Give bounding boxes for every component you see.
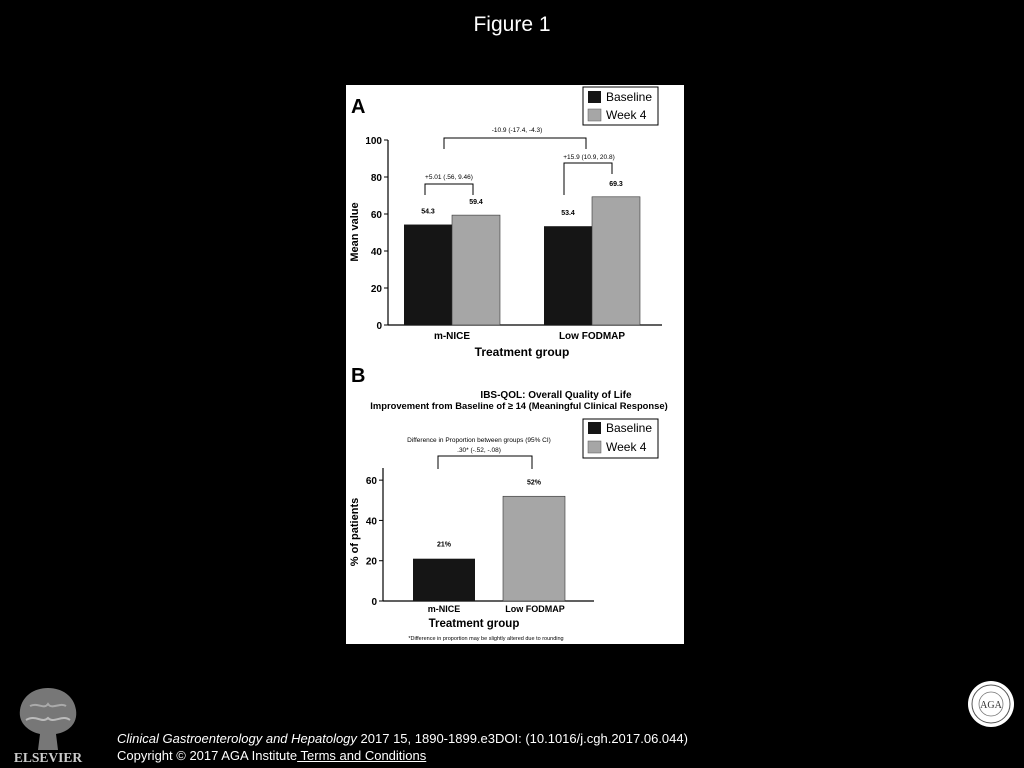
publisher-logo-text: ELSEVIER bbox=[13, 750, 83, 764]
legend-a-week4-label: Week 4 bbox=[606, 108, 647, 122]
legend-b-week4-swatch bbox=[588, 441, 601, 453]
copyright-text: Copyright © 2017 AGA Institute bbox=[117, 748, 298, 763]
legend-b-baseline-swatch bbox=[588, 422, 601, 434]
y-axis-b-tick-label: 20 bbox=[365, 556, 377, 568]
category-label-lowfodmap-a: Low FODMAP bbox=[558, 331, 626, 342]
y-axis-b-tick-label: 40 bbox=[365, 516, 377, 528]
bars-b bbox=[413, 479, 565, 601]
chart-title-b: IBS-QOL: Overall Quality of Life bbox=[480, 390, 632, 401]
value-label-b-lowfodmap: 52% bbox=[526, 479, 542, 487]
x-axis-label-b: Treatment group bbox=[428, 618, 520, 630]
value-label-b-mnice: 21% bbox=[436, 541, 452, 549]
value-label-lowfodmap-week4: 69.3 bbox=[609, 180, 623, 188]
panel-a bbox=[349, 87, 662, 359]
elsevier-logo bbox=[8, 680, 88, 764]
panel-b-letter: B bbox=[351, 365, 366, 387]
terms-link[interactable]: Terms and Conditions bbox=[297, 748, 427, 763]
bracket-between-groups bbox=[444, 138, 586, 149]
footnote-b: *Difference in proportion may be slightly altered due to rounding bbox=[408, 636, 564, 642]
value-label-mnice-baseline: 54.3 bbox=[421, 208, 435, 216]
bars-a bbox=[404, 181, 640, 325]
legend-a-baseline-swatch bbox=[588, 91, 601, 103]
y-axis-label-a: Mean value bbox=[349, 202, 361, 262]
annotation-mnice-change: +5.01 (.56, 9.46) bbox=[425, 174, 473, 181]
value-label-lowfodmap-baseline: 53.4 bbox=[561, 210, 575, 218]
bracket-difference bbox=[438, 456, 532, 469]
y-ticks-b bbox=[366, 476, 383, 608]
y-axis-a-tick-label: 40 bbox=[370, 247, 382, 258]
legend-b-baseline-label: Baseline bbox=[606, 421, 653, 435]
annotation-difference-header: Difference in Proportion between groups (95% CI) bbox=[407, 437, 551, 444]
bar-b-lowfodmap bbox=[503, 496, 565, 601]
bar-lowfodmap-week4 bbox=[592, 197, 640, 325]
panel-b bbox=[349, 365, 668, 642]
y-ticks-a bbox=[365, 136, 388, 332]
legend-b bbox=[583, 419, 658, 458]
legend-a-week4-swatch bbox=[588, 109, 601, 121]
value-label-mnice-week4: 59.4 bbox=[469, 199, 483, 207]
aga-seal-icon bbox=[967, 680, 1015, 728]
bar-mnice-week4 bbox=[452, 215, 500, 325]
page-title: Figure 1 bbox=[473, 13, 551, 36]
figure-svg bbox=[346, 85, 684, 644]
figure-panel bbox=[346, 85, 684, 644]
y-axis-a-tick-label: 80 bbox=[370, 173, 382, 184]
category-label-mnice-b: m-NICE bbox=[427, 604, 461, 614]
bracket-lowfodmap-change bbox=[564, 163, 612, 195]
y-axis-a-tick-label: 60 bbox=[370, 210, 382, 221]
y-axis-b-tick-label: 60 bbox=[365, 476, 377, 488]
legend-a bbox=[583, 87, 658, 125]
category-label-lowfodmap-b: Low FODMAP bbox=[505, 604, 565, 614]
y-axis-label-b: % of patients bbox=[349, 497, 361, 567]
category-label-mnice-a: m-NICE bbox=[433, 331, 471, 342]
seal-text: AGA bbox=[980, 700, 1002, 711]
citation-details: 2017 15, 1890-1899.e3DOI: (10.1016/j.cgh.2017.06.044) bbox=[356, 731, 688, 746]
bar-lowfodmap-baseline bbox=[544, 226, 592, 325]
citation bbox=[117, 731, 688, 746]
bar-mnice-baseline bbox=[404, 225, 452, 325]
bar-b-mnice bbox=[413, 559, 475, 601]
journal-name: Clinical Gastroenterology and Hepatology bbox=[117, 731, 357, 746]
panel-a-letter: A bbox=[351, 96, 366, 118]
annotation-lowfodmap-change: +15.9 (10.9, 20.8) bbox=[563, 154, 615, 161]
annotation-between-groups: -10.9 (-17.4, -4.3) bbox=[491, 127, 543, 134]
copyright-line bbox=[117, 748, 426, 763]
y-axis-b-tick-label: 0 bbox=[371, 597, 377, 608]
y-axis-a-tick-label: 20 bbox=[370, 284, 382, 295]
bracket-mnice-change bbox=[425, 184, 473, 195]
legend-a-baseline-label: Baseline bbox=[606, 90, 653, 104]
y-axis-a-tick-label: 0 bbox=[376, 321, 382, 332]
legend-b-week4-label: Week 4 bbox=[606, 440, 647, 454]
annotation-difference-value: .30* (-.52, -.08) bbox=[457, 447, 501, 454]
x-axis-label-a: Treatment group bbox=[474, 345, 570, 359]
y-axis-a-tick-label: 100 bbox=[365, 136, 382, 147]
chart-subtitle-b: Improvement from Baseline of ≥ 14 (Meaningful Clinical Response) bbox=[370, 400, 668, 411]
